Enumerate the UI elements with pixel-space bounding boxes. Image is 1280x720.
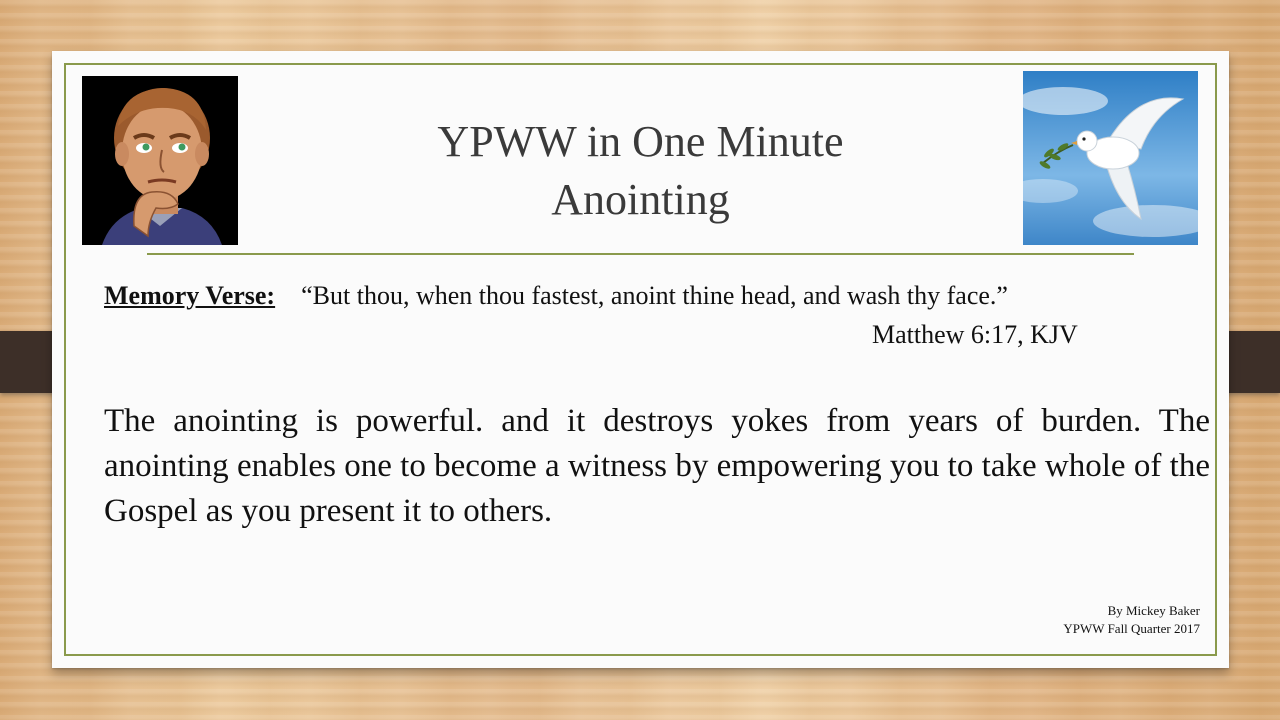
cartoon-avatar-icon xyxy=(82,76,238,245)
slide-card xyxy=(52,51,1229,668)
credit-author: By Mickey Baker xyxy=(1107,603,1200,618)
verse-reference: Matthew 6:17, KJV xyxy=(872,320,1078,349)
dove-image xyxy=(1023,71,1198,245)
credits xyxy=(1063,602,1200,638)
title-line-topic: Anointing xyxy=(551,175,730,224)
slide-title xyxy=(302,113,979,229)
title-divider xyxy=(147,253,1134,255)
title-line-main: YPWW in One Minute xyxy=(437,117,844,166)
memory-verse-row xyxy=(104,278,1204,314)
avatar-image xyxy=(82,76,238,245)
body-paragraph: The anointing is powerful. and it destroys yokes from years of burden. The anointing enables one to become a witness by empowering you to take whole of the Gospel as you present it to others. xyxy=(104,403,1210,529)
dove-with-olive-branch-icon xyxy=(1023,71,1198,245)
memory-verse-label: Memory Verse: xyxy=(104,281,276,310)
credit-quarter: YPWW Fall Quarter 2017 xyxy=(1063,621,1200,636)
memory-verse-text: “But thou, when thou fastest, anoint thine head, and wash thy face.” xyxy=(301,281,1008,310)
